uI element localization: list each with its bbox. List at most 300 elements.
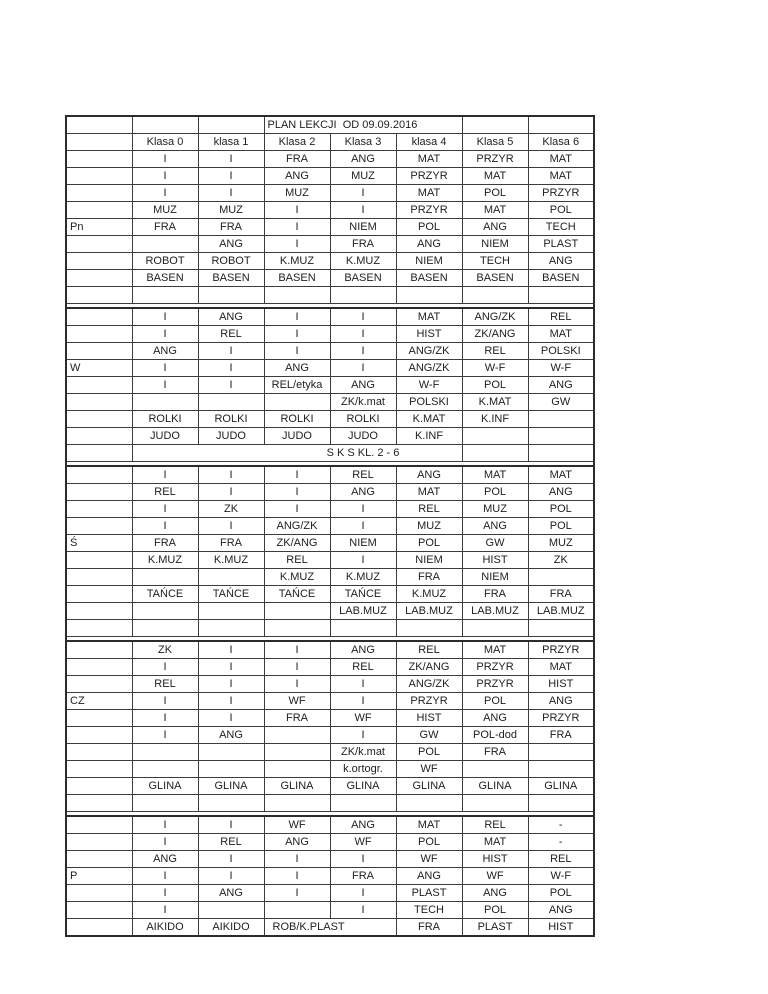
subject-cell: ANG bbox=[528, 484, 594, 501]
day-column-cell bbox=[66, 501, 132, 518]
table-title-cell: PLAN LEKCJI OD 09.09.2016 bbox=[264, 116, 462, 134]
subject-cell: BASEN bbox=[462, 270, 528, 287]
subject-cell: POL bbox=[462, 693, 528, 710]
empty-cell bbox=[528, 445, 594, 462]
subject-cell: I bbox=[330, 902, 396, 919]
day-label-cell: P bbox=[66, 868, 132, 885]
timetable-row bbox=[66, 727, 594, 744]
subject-cell: W-F bbox=[528, 868, 594, 885]
subject-cell: POLSKI bbox=[528, 343, 594, 360]
timetable-row bbox=[66, 343, 594, 360]
subject-cell: MAT bbox=[396, 151, 462, 168]
subject-cell: ANG bbox=[198, 727, 264, 744]
timetable-row bbox=[66, 569, 594, 586]
empty-cell bbox=[132, 620, 198, 637]
timetable-row bbox=[66, 394, 594, 411]
subject-cell: MAT bbox=[462, 641, 528, 659]
subject-cell: I bbox=[132, 727, 198, 744]
empty-cell bbox=[528, 761, 594, 778]
subject-cell: GLINA bbox=[396, 778, 462, 795]
subject-cell: ANG bbox=[462, 219, 528, 236]
subject-cell: TECH bbox=[528, 219, 594, 236]
subject-cell: K.INF bbox=[396, 428, 462, 445]
subject-cell: I bbox=[132, 868, 198, 885]
subject-cell: GLINA bbox=[198, 778, 264, 795]
empty-cell bbox=[528, 744, 594, 761]
subject-cell: I bbox=[132, 816, 198, 834]
timetable-row bbox=[66, 868, 594, 885]
empty-cell bbox=[330, 287, 396, 304]
subject-cell: I bbox=[264, 885, 330, 902]
timetable-row bbox=[66, 518, 594, 535]
subject-cell: REL bbox=[330, 659, 396, 676]
day-column-cell bbox=[66, 569, 132, 586]
subject-cell: ANG bbox=[264, 168, 330, 185]
subject-cell: GLINA bbox=[462, 778, 528, 795]
empty-cell bbox=[132, 569, 198, 586]
subject-cell: FRA bbox=[462, 744, 528, 761]
day-column-cell bbox=[66, 603, 132, 620]
timetable-row bbox=[66, 377, 594, 394]
timetable-row bbox=[66, 902, 594, 919]
day-column-cell bbox=[66, 236, 132, 253]
subject-cell: I bbox=[264, 219, 330, 236]
day-column-cell bbox=[66, 919, 132, 937]
empty-cell bbox=[528, 116, 594, 134]
empty-cell bbox=[132, 394, 198, 411]
day-column-cell bbox=[66, 287, 132, 304]
day-column-cell bbox=[66, 885, 132, 902]
subject-cell: MAT bbox=[528, 168, 594, 185]
subject-cell: I bbox=[330, 202, 396, 219]
empty-cell bbox=[132, 116, 198, 134]
subject-cell: ROLKI bbox=[264, 411, 330, 428]
subject-cell: FRA bbox=[330, 236, 396, 253]
day-column-cell bbox=[66, 185, 132, 202]
subject-cell: I bbox=[132, 151, 198, 168]
subject-cell: ROLKI bbox=[198, 411, 264, 428]
subject-cell: HIST bbox=[396, 326, 462, 343]
subject-cell: I bbox=[198, 168, 264, 185]
subject-cell: MAT bbox=[528, 151, 594, 168]
timetable-row bbox=[66, 693, 594, 710]
empty-cell bbox=[462, 795, 528, 812]
subject-cell: JUDO bbox=[198, 428, 264, 445]
timetable-row bbox=[66, 466, 594, 484]
subject-cell: I bbox=[330, 501, 396, 518]
subject-cell: TAŃCE bbox=[132, 586, 198, 603]
subject-cell: REL bbox=[396, 641, 462, 659]
empty-cell bbox=[528, 569, 594, 586]
subject-cell: POL bbox=[528, 518, 594, 535]
subject-cell: MUZ bbox=[462, 501, 528, 518]
class-header-cell: Klasa 2 bbox=[264, 134, 330, 151]
subject-cell: FRA bbox=[528, 727, 594, 744]
subject-cell: POL bbox=[396, 535, 462, 552]
empty-cell bbox=[132, 795, 198, 812]
subject-cell: FRA bbox=[264, 151, 330, 168]
subject-cell: PRZYR bbox=[528, 710, 594, 727]
subject-cell: I bbox=[132, 168, 198, 185]
subject-cell: POL bbox=[462, 484, 528, 501]
day-column-cell bbox=[66, 484, 132, 501]
day-column-cell bbox=[66, 308, 132, 326]
subject-cell: POL bbox=[396, 834, 462, 851]
timetable-row bbox=[66, 676, 594, 693]
subject-cell: I bbox=[198, 816, 264, 834]
subject-cell: REL bbox=[528, 308, 594, 326]
empty-cell bbox=[132, 236, 198, 253]
day-column-cell bbox=[66, 445, 132, 462]
subject-cell: I bbox=[264, 868, 330, 885]
subject-cell: BASEN bbox=[330, 270, 396, 287]
subject-cell: I bbox=[198, 360, 264, 377]
subject-cell: HIST bbox=[528, 919, 594, 937]
subject-cell: FRA bbox=[264, 710, 330, 727]
subject-cell: ANG bbox=[462, 518, 528, 535]
subject-cell: ROB/K.PLAST bbox=[264, 919, 396, 937]
lesson-plan-table bbox=[65, 115, 595, 937]
subject-cell: FRA bbox=[396, 569, 462, 586]
empty-cell bbox=[198, 620, 264, 637]
subject-cell: PRZYR bbox=[396, 202, 462, 219]
subject-cell: FRA bbox=[528, 586, 594, 603]
subject-cell: REL bbox=[198, 326, 264, 343]
day-column-cell bbox=[66, 428, 132, 445]
empty-cell bbox=[396, 620, 462, 637]
subject-cell: GLINA bbox=[528, 778, 594, 795]
subject-cell: I bbox=[132, 326, 198, 343]
subject-cell: POL bbox=[396, 744, 462, 761]
subject-cell: ZK bbox=[528, 552, 594, 569]
subject-cell: ANG bbox=[264, 834, 330, 851]
timetable-row bbox=[66, 919, 594, 937]
timetable-row bbox=[66, 411, 594, 428]
empty-cell bbox=[462, 620, 528, 637]
subject-cell: HIST bbox=[396, 710, 462, 727]
timetable-row bbox=[66, 535, 594, 552]
empty-cell bbox=[132, 603, 198, 620]
subject-cell: - bbox=[528, 816, 594, 834]
subject-cell: I bbox=[330, 308, 396, 326]
empty-cell bbox=[528, 411, 594, 428]
subject-cell: I bbox=[132, 885, 198, 902]
day-label-cell: W bbox=[66, 360, 132, 377]
subject-cell: ROBOT bbox=[198, 253, 264, 270]
subject-cell: FRA bbox=[198, 219, 264, 236]
subject-cell: REL bbox=[264, 552, 330, 569]
subject-cell: K.MAT bbox=[462, 394, 528, 411]
subject-cell: REL bbox=[132, 676, 198, 693]
subject-cell: MUZ bbox=[330, 168, 396, 185]
subject-cell: ANG bbox=[132, 851, 198, 868]
subject-cell: JUDO bbox=[264, 428, 330, 445]
timetable-row bbox=[66, 778, 594, 795]
timetable-row bbox=[66, 851, 594, 868]
subject-cell: ANG bbox=[462, 885, 528, 902]
subject-cell: REL bbox=[198, 834, 264, 851]
subject-cell: ZK/k.mat bbox=[330, 394, 396, 411]
subject-cell: ANG bbox=[330, 377, 396, 394]
class-header-cell: klasa 4 bbox=[396, 134, 462, 151]
empty-cell bbox=[528, 620, 594, 637]
class-header-row bbox=[66, 134, 594, 151]
day-column-cell bbox=[66, 270, 132, 287]
subject-cell: LAB.MUZ bbox=[528, 603, 594, 620]
class-header-cell: Klasa 5 bbox=[462, 134, 528, 151]
subject-cell: LAB.MUZ bbox=[462, 603, 528, 620]
subject-cell: ANG bbox=[528, 902, 594, 919]
subject-cell: I bbox=[330, 518, 396, 535]
subject-cell: I bbox=[198, 868, 264, 885]
subject-cell: POL bbox=[462, 377, 528, 394]
subject-cell: ANG bbox=[528, 253, 594, 270]
day-column-cell bbox=[66, 253, 132, 270]
class-header-cell: klasa 1 bbox=[198, 134, 264, 151]
subject-cell: I bbox=[132, 518, 198, 535]
empty-cell bbox=[264, 727, 330, 744]
empty-cell bbox=[396, 287, 462, 304]
subject-cell: K.MUZ bbox=[198, 552, 264, 569]
subject-cell: PRZYR bbox=[462, 659, 528, 676]
subject-cell: K.MUZ bbox=[330, 253, 396, 270]
class-header-cell: Klasa 0 bbox=[132, 134, 198, 151]
subject-cell: ANG bbox=[198, 885, 264, 902]
subject-cell: MUZ bbox=[198, 202, 264, 219]
day-column-cell bbox=[66, 676, 132, 693]
subject-cell: BASEN bbox=[264, 270, 330, 287]
empty-cell bbox=[264, 394, 330, 411]
subject-cell: ANG/ZK bbox=[264, 518, 330, 535]
day-column-cell bbox=[66, 394, 132, 411]
subject-cell: ANG bbox=[330, 816, 396, 834]
subject-cell: FRA bbox=[132, 219, 198, 236]
subject-cell: MAT bbox=[462, 202, 528, 219]
subject-cell: I bbox=[264, 343, 330, 360]
title-row bbox=[66, 116, 594, 134]
day-column-cell bbox=[66, 620, 132, 637]
timetable-row bbox=[66, 603, 594, 620]
timetable-row bbox=[66, 445, 594, 462]
subject-cell: ANG/ZK bbox=[462, 308, 528, 326]
timetable-row bbox=[66, 270, 594, 287]
subject-cell: ANG bbox=[396, 466, 462, 484]
subject-cell: I bbox=[198, 659, 264, 676]
subject-cell: FRA bbox=[462, 586, 528, 603]
subject-cell: PRZYR bbox=[396, 693, 462, 710]
timetable-row bbox=[66, 586, 594, 603]
subject-cell: POL bbox=[528, 885, 594, 902]
subject-cell: I bbox=[330, 885, 396, 902]
subject-cell: WF bbox=[396, 851, 462, 868]
timetable-row bbox=[66, 761, 594, 778]
subject-cell: WF bbox=[264, 693, 330, 710]
empty-cell bbox=[198, 902, 264, 919]
empty-cell bbox=[198, 394, 264, 411]
subject-cell: I bbox=[198, 343, 264, 360]
subject-cell: MUZ bbox=[528, 535, 594, 552]
subject-cell: REL bbox=[528, 851, 594, 868]
day-label-cell: Ś bbox=[66, 535, 132, 552]
subject-cell: I bbox=[264, 202, 330, 219]
subject-cell: NIEM bbox=[396, 552, 462, 569]
day-column-cell bbox=[66, 377, 132, 394]
subject-cell: W-F bbox=[528, 360, 594, 377]
subject-cell: K.MAT bbox=[396, 411, 462, 428]
subject-cell: NIEM bbox=[330, 535, 396, 552]
empty-cell bbox=[198, 116, 264, 134]
empty-cell bbox=[198, 287, 264, 304]
timetable-row bbox=[66, 501, 594, 518]
subject-cell: NIEM bbox=[462, 236, 528, 253]
subject-cell: I bbox=[330, 185, 396, 202]
subject-cell: TAŃCE bbox=[198, 586, 264, 603]
subject-cell: PRZYR bbox=[528, 185, 594, 202]
subject-cell: ROLKI bbox=[132, 411, 198, 428]
empty-cell bbox=[528, 428, 594, 445]
subject-cell: ANG bbox=[132, 343, 198, 360]
subject-cell: REL bbox=[462, 816, 528, 834]
subject-cell: I bbox=[198, 693, 264, 710]
subject-cell: MAT bbox=[462, 834, 528, 851]
empty-cell bbox=[462, 287, 528, 304]
subject-cell: MAT bbox=[528, 326, 594, 343]
subject-cell: ZK bbox=[198, 501, 264, 518]
empty-cell bbox=[396, 795, 462, 812]
subject-cell: MUZ bbox=[132, 202, 198, 219]
subject-cell: POL-dod bbox=[462, 727, 528, 744]
subject-cell: I bbox=[264, 308, 330, 326]
class-header-cell: Klasa 3 bbox=[330, 134, 396, 151]
timetable-row bbox=[66, 641, 594, 659]
subject-cell: FRA bbox=[132, 535, 198, 552]
timetable-row bbox=[66, 552, 594, 569]
subject-cell: MAT bbox=[462, 168, 528, 185]
subject-cell: BASEN bbox=[528, 270, 594, 287]
subject-cell: HIST bbox=[462, 851, 528, 868]
subject-cell: REL bbox=[132, 484, 198, 501]
subject-cell: I bbox=[330, 693, 396, 710]
timetable-row bbox=[66, 326, 594, 343]
subject-cell: MAT bbox=[396, 185, 462, 202]
day-column-cell bbox=[66, 168, 132, 185]
subject-cell: ANG/ZK bbox=[396, 676, 462, 693]
subject-cell: I bbox=[264, 484, 330, 501]
empty-cell bbox=[462, 761, 528, 778]
subject-cell: BASEN bbox=[396, 270, 462, 287]
subject-cell: I bbox=[264, 676, 330, 693]
subject-cell: BASEN bbox=[132, 270, 198, 287]
subject-cell: AIKIDO bbox=[198, 919, 264, 937]
subject-cell: I bbox=[264, 659, 330, 676]
subject-cell: I bbox=[264, 501, 330, 518]
day-column-cell bbox=[66, 134, 132, 151]
subject-cell: NIEM bbox=[462, 569, 528, 586]
timetable-row bbox=[66, 308, 594, 326]
day-column-cell bbox=[66, 744, 132, 761]
subject-cell: W-F bbox=[462, 360, 528, 377]
subject-cell: ANG bbox=[330, 484, 396, 501]
subject-cell: PLAST bbox=[528, 236, 594, 253]
empty-cell bbox=[198, 603, 264, 620]
subject-cell: FRA bbox=[396, 919, 462, 937]
subject-cell: ROBOT bbox=[132, 253, 198, 270]
day-column-cell bbox=[66, 816, 132, 834]
subject-cell: GLINA bbox=[330, 778, 396, 795]
subject-cell: NIEM bbox=[396, 253, 462, 270]
timetable-row bbox=[66, 168, 594, 185]
subject-cell: ANG bbox=[330, 641, 396, 659]
empty-cell bbox=[132, 287, 198, 304]
subject-cell: K.MUZ bbox=[132, 552, 198, 569]
subject-cell: POL bbox=[528, 202, 594, 219]
day-column-cell bbox=[66, 343, 132, 360]
timetable-row bbox=[66, 710, 594, 727]
subject-cell: POL bbox=[462, 185, 528, 202]
empty-cell bbox=[264, 620, 330, 637]
timetable-row bbox=[66, 744, 594, 761]
day-column-cell bbox=[66, 202, 132, 219]
day-column-cell bbox=[66, 727, 132, 744]
subject-cell: k.ortogr. bbox=[330, 761, 396, 778]
subject-cell: ANG bbox=[462, 710, 528, 727]
subject-cell: FRA bbox=[198, 535, 264, 552]
subject-cell: ANG/ZK bbox=[396, 360, 462, 377]
empty-cell bbox=[462, 428, 528, 445]
subject-cell: I bbox=[198, 710, 264, 727]
subject-cell: K.MUZ bbox=[264, 569, 330, 586]
subject-cell: JUDO bbox=[330, 428, 396, 445]
timetable-row bbox=[66, 219, 594, 236]
empty-cell bbox=[132, 744, 198, 761]
subject-cell: I bbox=[264, 236, 330, 253]
subject-cell: LAB.MUZ bbox=[330, 603, 396, 620]
empty-cell bbox=[462, 445, 528, 462]
subject-cell: ANG bbox=[198, 236, 264, 253]
day-column-cell bbox=[66, 834, 132, 851]
timetable-row bbox=[66, 253, 594, 270]
subject-cell: HIST bbox=[528, 676, 594, 693]
subject-cell: I bbox=[132, 693, 198, 710]
subject-cell: ANG bbox=[528, 693, 594, 710]
subject-cell: BASEN bbox=[198, 270, 264, 287]
day-column-cell bbox=[66, 795, 132, 812]
empty-cell bbox=[462, 116, 528, 134]
subject-cell: I bbox=[264, 851, 330, 868]
subject-cell: GW bbox=[528, 394, 594, 411]
class-header-cell: Klasa 6 bbox=[528, 134, 594, 151]
subject-cell: TECH bbox=[396, 902, 462, 919]
subject-cell: WF bbox=[264, 816, 330, 834]
day-column-cell bbox=[66, 552, 132, 569]
timetable-row bbox=[66, 428, 594, 445]
subject-cell: ZK/ANG bbox=[264, 535, 330, 552]
day-column-cell bbox=[66, 326, 132, 343]
day-label-cell: CZ bbox=[66, 693, 132, 710]
subject-cell: PRZYR bbox=[528, 641, 594, 659]
subject-cell: AIKIDO bbox=[132, 919, 198, 937]
subject-cell: PRZYR bbox=[462, 676, 528, 693]
day-column-cell bbox=[66, 851, 132, 868]
empty-cell bbox=[264, 902, 330, 919]
subject-cell: POL bbox=[396, 219, 462, 236]
subject-cell: K.MUZ bbox=[264, 253, 330, 270]
subject-cell: ZK/ANG bbox=[462, 326, 528, 343]
subject-cell: I bbox=[330, 360, 396, 377]
timetable-row bbox=[66, 834, 594, 851]
subject-cell: GLINA bbox=[264, 778, 330, 795]
timetable-row bbox=[66, 885, 594, 902]
